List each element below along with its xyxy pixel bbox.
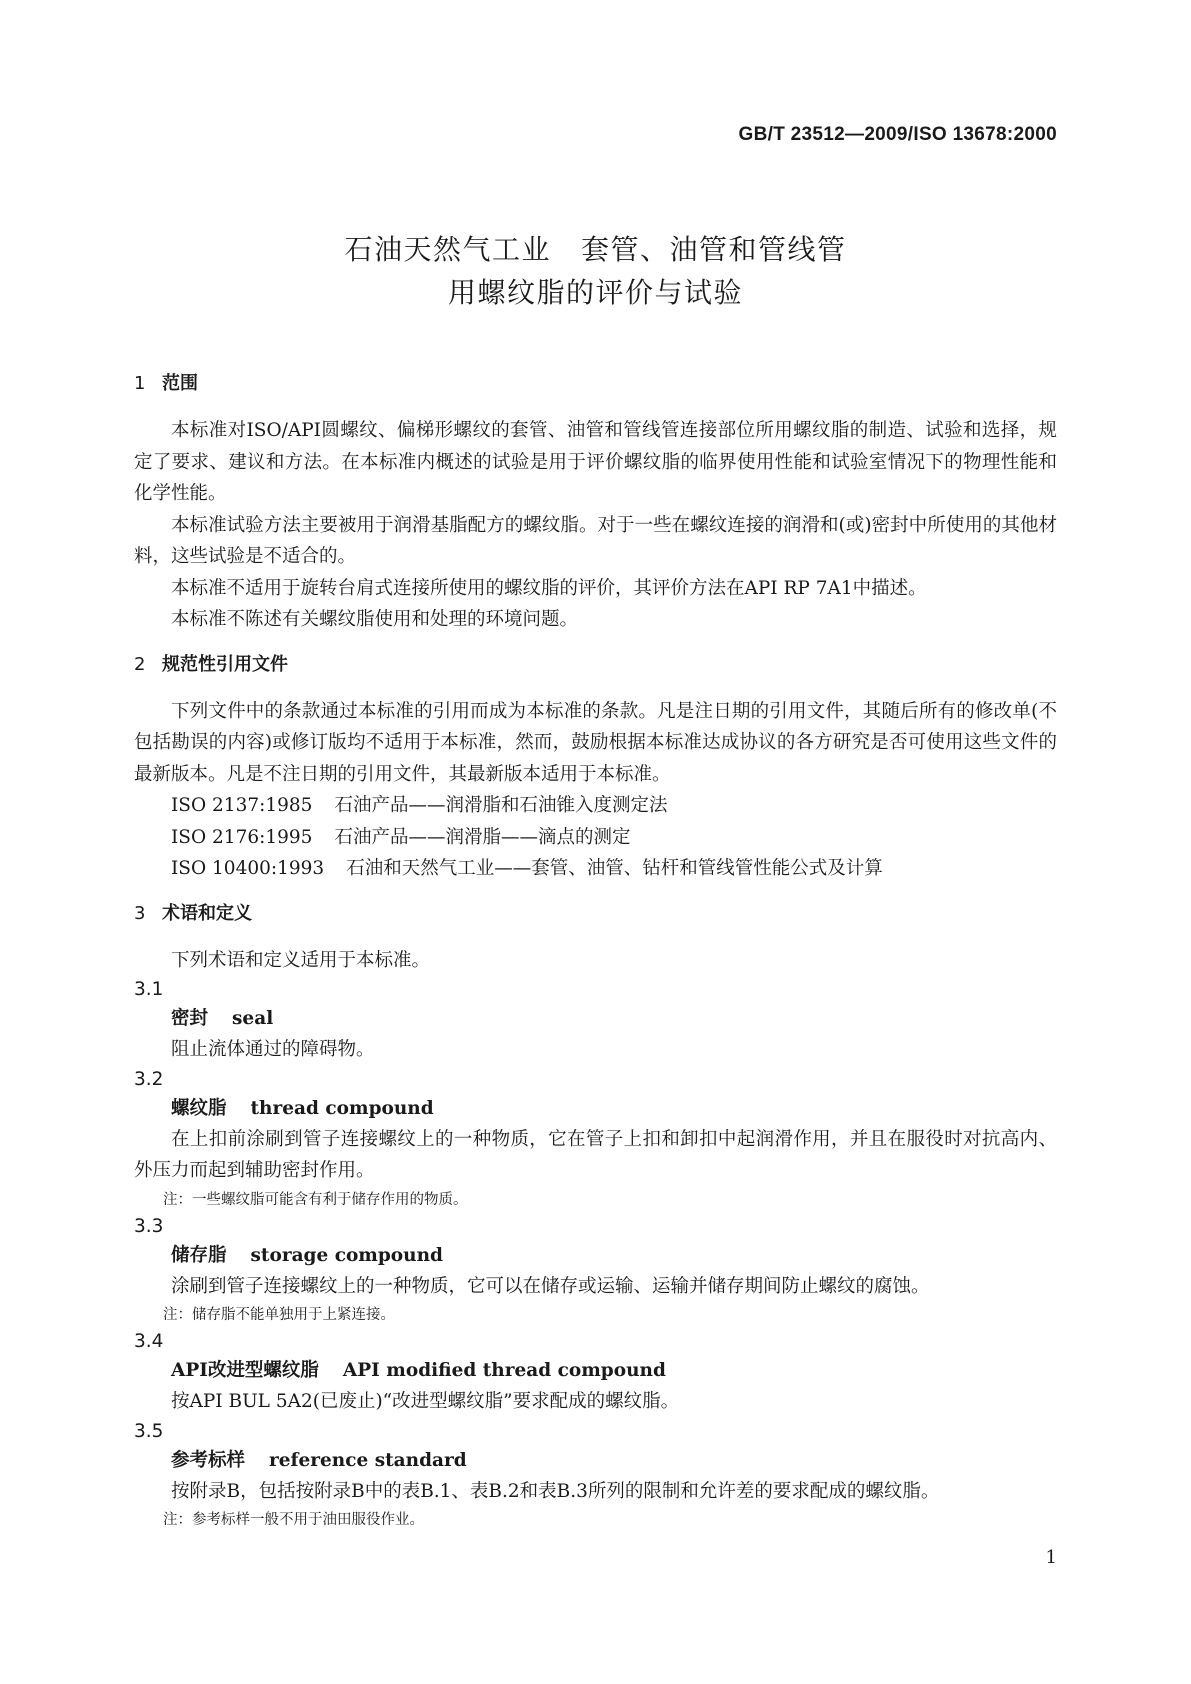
section-heading-normative-references: [134, 648, 1057, 682]
term-zh: 密封: [171, 1008, 209, 1029]
section-title: 范围: [162, 373, 198, 394]
term-number: 3.4: [134, 1331, 164, 1352]
term-en: storage compound: [250, 1244, 443, 1266]
term-en: API modified thread compound: [342, 1360, 666, 1381]
term-definition: 在上扣前涂刷到管子连接螺纹上的一种物质，它在管子上扣和卸扣中起润滑作用，并且在服役时对抗高内、外压力而起到辅助密封作用。: [134, 1128, 1057, 1181]
reference-item: [134, 853, 1057, 885]
reference-item: [134, 822, 1057, 854]
reference-id: ISO 2176:1995: [171, 826, 313, 848]
term-en: reference standard: [269, 1449, 467, 1471]
term-number: 3.2: [134, 1068, 164, 1090]
section-heading-terms: [134, 897, 1057, 931]
paragraph: 本标准不陈述有关螺纹脂使用和处理的环境问题。: [171, 609, 579, 630]
term-zh: API改进型螺纹脂: [171, 1360, 319, 1381]
term-number: 3.5: [134, 1420, 164, 1442]
title-line-2: 用螺纹脂的评价与试验: [447, 276, 743, 309]
term-name: [134, 1241, 1057, 1271]
term-number: 3.1: [134, 979, 164, 1000]
reference-title: 石油产品——润滑脂和石油锥入度测定法: [334, 795, 668, 816]
paragraph: 下列文件中的条款通过本标准的引用而成为本标准的条款。凡是注日期的引用文件，其随后所有的修改单(不包括勘误的内容)或修订版均不适用于本标准，然而，鼓励根据本标准达成协议的各方研究是否可使用这些文件的最新版本。凡是不注日期的引用文件，其最新版本适用于本标准。: [134, 700, 1057, 785]
term-name: [134, 1356, 1057, 1386]
term-definition: 涂刷到管子连接螺纹上的一种物质，它可以在储存或运输、运输并储存期间防止螺纹的腐蚀。: [171, 1275, 930, 1297]
term-en: thread compound: [250, 1097, 434, 1119]
paragraph: 下列术语和定义适用于本标准。: [171, 949, 431, 971]
term-note: 注：参考标样一般不用于油田服役作业。: [163, 1512, 424, 1528]
document-body: [134, 367, 1057, 1533]
title-part-a: 石油天然气工业: [344, 233, 551, 266]
title-part-b: 套管、油管和管线管: [581, 233, 847, 266]
title-line-1: [0, 228, 1191, 271]
document-title: [0, 228, 1191, 314]
page-number: 1: [1045, 1547, 1057, 1568]
reference-title: 石油和天然气工业——套管、油管、钻杆和管线管性能公式及计算: [346, 858, 883, 879]
reference-title: 石油产品——润滑脂——滴点的测定: [334, 826, 631, 848]
paragraph: 本标准试验方法主要被用于润滑基脂配方的螺纹脂。对于一些在螺纹连接的润滑和(或)密封中所使用的其他材料，这些试验是不适合的。: [134, 514, 1057, 567]
reference-item: [134, 790, 1057, 822]
term-zh: 储存脂: [171, 1244, 227, 1266]
term-definition: 按API BUL 5A2(已废止)“改进型螺纹脂”要求配成的螺纹脂。: [171, 1391, 680, 1412]
term-en: seal: [232, 1008, 274, 1029]
section-title: 规范性引用文件: [162, 653, 288, 675]
paragraph: 本标准不适用于旋转台肩式连接所使用的螺纹脂的评价，其评价方法在API RP 7A1中描述。: [171, 577, 927, 599]
term-number: 3.3: [134, 1215, 164, 1237]
term-zh: 螺纹脂: [171, 1097, 227, 1119]
section-number: 1: [134, 373, 146, 394]
section-heading-scope: [134, 367, 1057, 401]
term-name: [134, 1094, 1057, 1124]
term-note: 注：储存脂不能单独用于上紧连接。: [163, 1307, 395, 1323]
reference-id: ISO 2137:1985: [171, 795, 313, 816]
section-number: 2: [134, 653, 146, 675]
reference-id: ISO 10400:1993: [171, 858, 325, 879]
term-definition: 按附录B，包括按附录B中的表B.1、表B.2和表B.3所列的限制和允许差的要求配成的螺纹脂。: [171, 1480, 940, 1502]
standard-code: GB/T 23512—2009/ISO 13678:2000: [738, 124, 1057, 145]
section-title: 术语和定义: [162, 902, 252, 924]
term-name: [134, 1004, 1057, 1034]
term-zh: 参考标样: [171, 1449, 246, 1471]
term-definition: 阻止流体通过的障碍物。: [171, 1039, 375, 1060]
term-name: [134, 1446, 1057, 1476]
section-number: 3: [134, 902, 146, 924]
paragraph: 本标准对ISO/API圆螺纹、偏梯形螺纹的套管、油管和管线管连接部位所用螺纹脂的制造、试验和选择，规定了要求、建议和方法。在本标准内概述的试验是用于评价螺纹脂的临界使用性能和试验室情况下的物理性能和化学性能。: [134, 420, 1057, 504]
term-note: 注：一些螺纹脂可能含有利于储存作用的物质。: [163, 1191, 468, 1208]
